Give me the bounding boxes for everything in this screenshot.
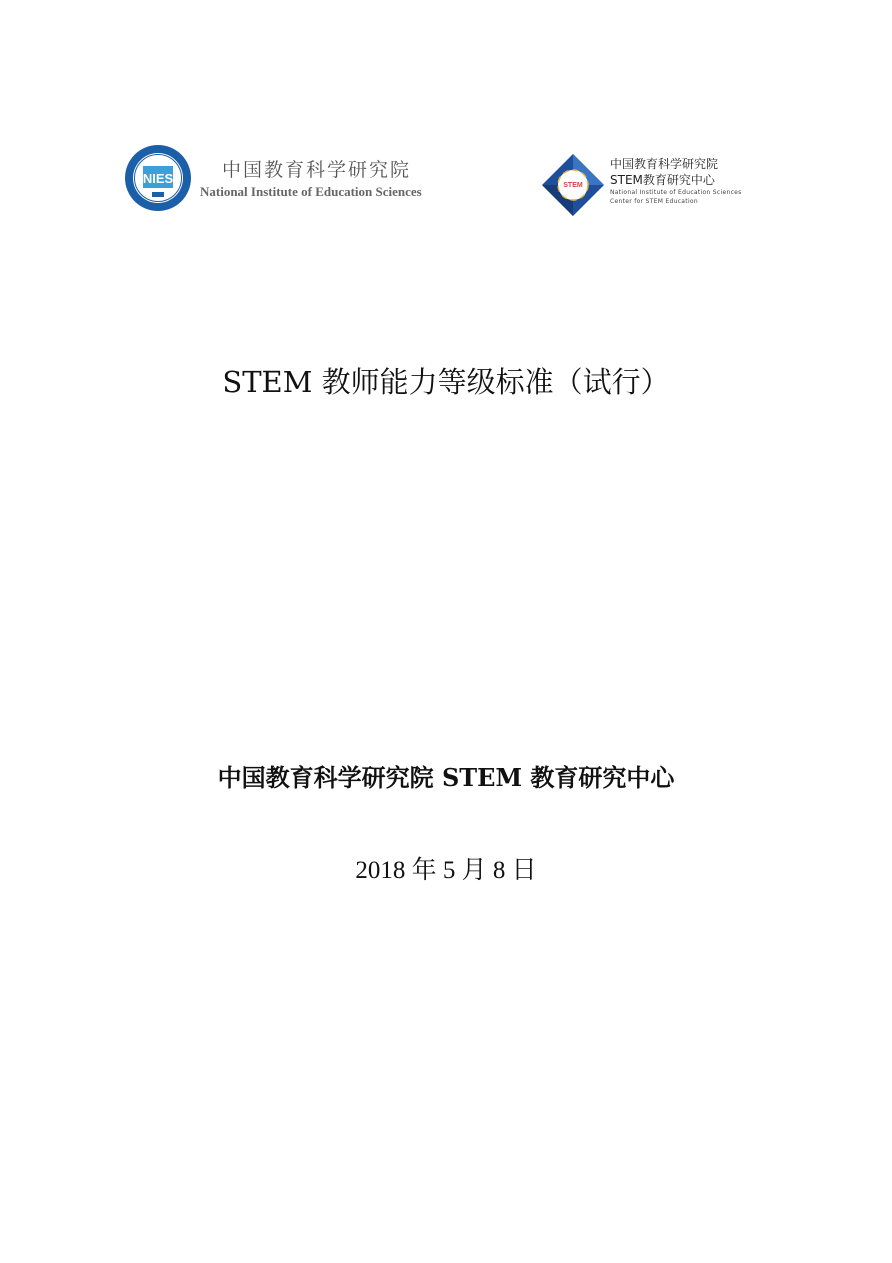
stem-center-line2: STEM教育研究中心	[610, 173, 715, 187]
stem-center-en-line1: National Institute of Education Sciences	[610, 189, 742, 196]
stem-diamond-icon	[540, 152, 606, 218]
svg-text:STEM: STEM	[563, 182, 583, 189]
stem-center-name-block	[610, 156, 742, 206]
nies-name-en: National Institute of Education Sciences	[200, 184, 422, 199]
document-title: STEM 教师能力等级标准（试行）	[222, 365, 670, 399]
svg-text:NIES: NIES	[142, 171, 174, 186]
stem-center-en-line2: Center for STEM Education	[610, 198, 698, 205]
document-date: 2018 年 5 月 8 日	[355, 857, 537, 884]
organization-name: 中国教育科学研究院 STEM 教育研究中心	[217, 763, 675, 792]
nies-seal-icon	[124, 144, 192, 212]
nies-name-block	[200, 158, 422, 200]
nies-name-cn: 中国教育科学研究院	[222, 159, 412, 181]
stem-center-line1: 中国教育科学研究院	[610, 157, 719, 171]
